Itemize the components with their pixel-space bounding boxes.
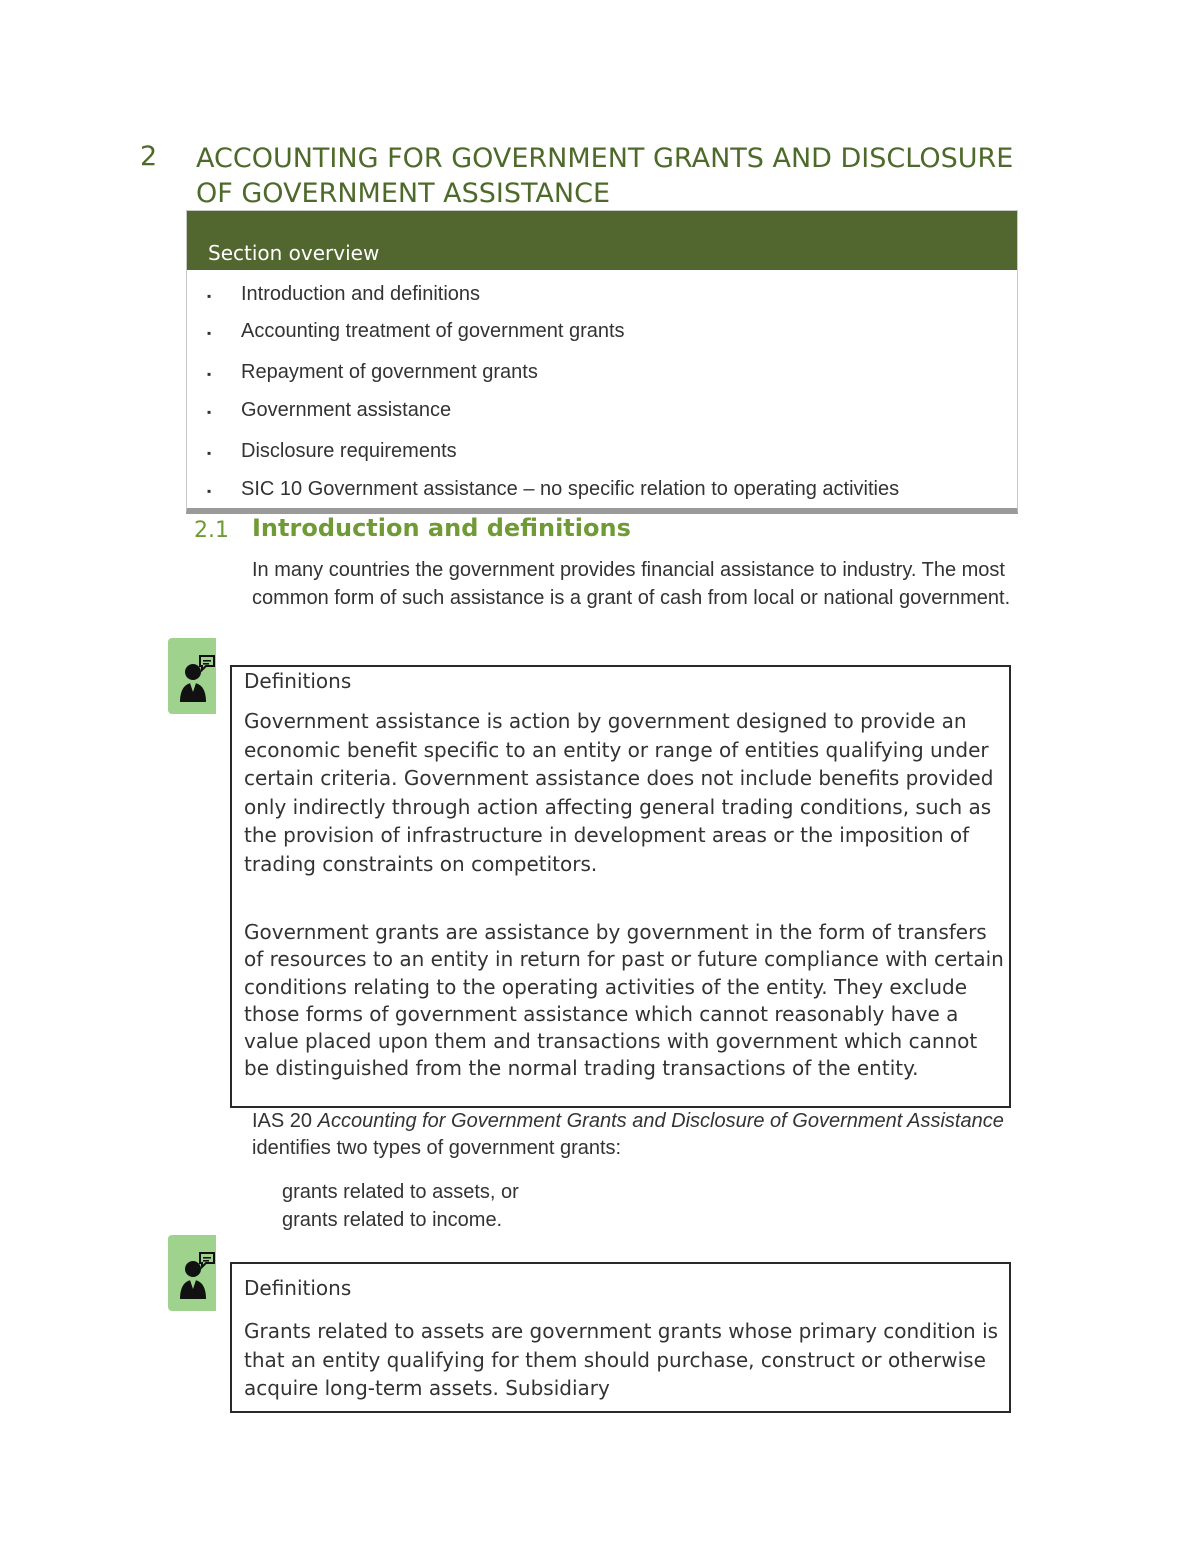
section-overview-header: [187, 211, 1017, 270]
overview-item-label: Accounting treatment of government grants: [241, 320, 625, 342]
overview-item-label: Government assistance: [241, 399, 452, 421]
ias20-standard-title: Accounting for Government Grants and Disclosure of Government Assistance: [317, 1110, 1004, 1132]
ias20-paragraph: [252, 1108, 1012, 1162]
section-overview-heading: Section overview: [208, 241, 380, 265]
definitions-label: Definitions: [244, 669, 352, 693]
definitions-label: Definitions: [244, 1276, 352, 1300]
definitions-box: [230, 1262, 1011, 1413]
ias20-suffix: identifies two types of government grants:: [252, 1137, 622, 1159]
grant-type-item: grants related to assets, or: [282, 1181, 519, 1203]
overview-item-label: SIC 10 Government assistance – no specific relation to operating activities: [241, 478, 900, 500]
definition-person-icon: [168, 1235, 216, 1311]
definition-paragraph: Government assistance is action by government designed to provide an economic benefit specific to an entity or range of entities qualifying under certain criteria. Government assistance does not include benefits provided only indirectly through action affecting general trading conditions, such as the provision of infrastructure in development areas or the imposition of trading constraints on competitors.: [244, 709, 994, 876]
bullet-icon: ▪: [207, 367, 212, 381]
section-title: Introduction and definitions: [252, 514, 631, 542]
chapter-title: [196, 141, 1056, 211]
definition-paragraph: Grants related to assets are government grants whose primary condition is that an entity qualifying for them should purchase, construct or otherwise acquire long-term assets. Subsidiary: [244, 1319, 999, 1400]
chapter-number: 2: [140, 141, 158, 172]
definitions-box: [230, 665, 1011, 1108]
bullet-icon: ▪: [207, 289, 212, 303]
bullet-icon: ▪: [207, 484, 212, 498]
section-number: 2.1: [194, 518, 229, 543]
grant-type-item: grants related to income.: [282, 1209, 503, 1231]
chapter-title-line2: OF GOVERNMENT ASSISTANCE: [196, 178, 611, 209]
bullet-icon: ▪: [207, 405, 212, 419]
chapter-title-line1: ACCOUNTING FOR GOVERNMENT GRANTS AND DISCLOSURE: [196, 143, 1014, 174]
overview-item-label: Disclosure requirements: [241, 440, 457, 462]
ias20-prefix: IAS 20: [252, 1110, 318, 1132]
bullet-icon: ▪: [207, 326, 212, 340]
section-overview-box: [186, 210, 1018, 514]
bullet-icon: ▪: [207, 446, 212, 460]
overview-item-label: Introduction and definitions: [241, 283, 481, 305]
intro-paragraph: In many countries the government provides financial assistance to industry. The most common form of such assistance is a grant of cash from local or national government.: [252, 559, 1011, 609]
definition-person-icon: [168, 638, 216, 714]
overview-item-label: Repayment of government grants: [241, 361, 538, 383]
definition-paragraph: Government grants are assistance by government in the form of transfers of resources to an entity in return for past or future compliance with certain conditions relating to the operating activities of the entity. They exclude those forms of government assistance which cannot reasonably have a value placed upon them and transactions with government which cannot be distinguished from the normal trading transactions of the entity.: [244, 920, 1004, 1081]
